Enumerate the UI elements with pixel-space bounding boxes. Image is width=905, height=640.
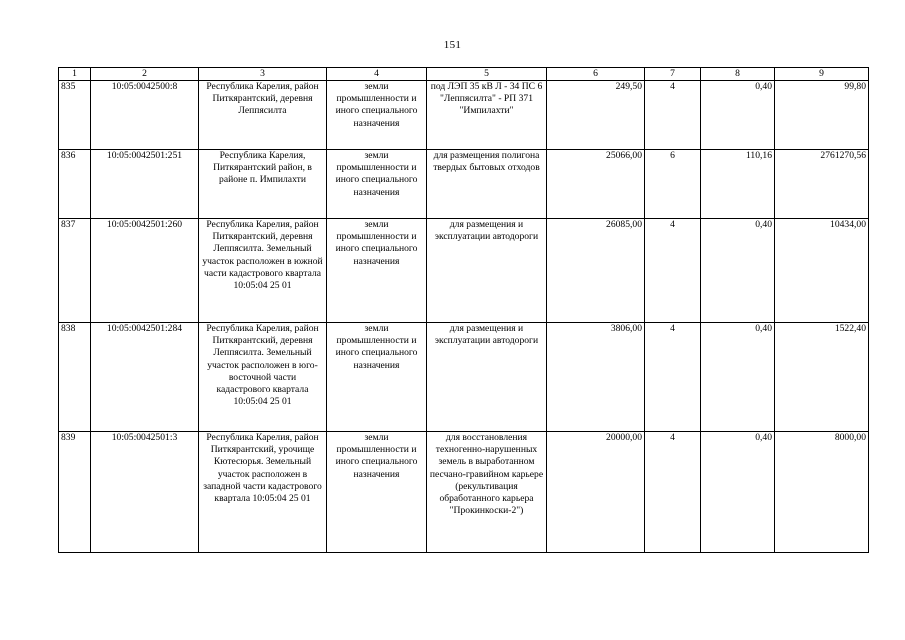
column-7-value: 4 bbox=[645, 432, 701, 553]
column-9-value: 99,80 bbox=[775, 81, 869, 150]
row-number: 838 bbox=[59, 323, 91, 432]
area: 3806,00 bbox=[547, 323, 645, 432]
column-header: 5 bbox=[427, 68, 547, 81]
column-7-value: 6 bbox=[645, 150, 701, 219]
cadastral-number: 10:05:0042501:251 bbox=[91, 150, 199, 219]
location: Республика Карелия, район Питкярантский, деревня Леппясилта bbox=[199, 81, 327, 150]
permitted-use: для восстановления техногенно-нарушенных земель в выработанном песчано-гравийном карьере (рекультивация обработанного карьера "Прокинкоски-2") bbox=[427, 432, 547, 553]
area: 25066,00 bbox=[547, 150, 645, 219]
cadastral-number: 10:05:0042501:3 bbox=[91, 432, 199, 553]
column-header: 6 bbox=[547, 68, 645, 81]
column-header: 4 bbox=[327, 68, 427, 81]
column-8-value: 0,40 bbox=[701, 219, 775, 323]
column-9-value: 8000,00 bbox=[775, 432, 869, 553]
column-9-value: 2761270,56 bbox=[775, 150, 869, 219]
permitted-use: для размещения и эксплуатации автодороги bbox=[427, 323, 547, 432]
row-number: 836 bbox=[59, 150, 91, 219]
cadastral-number: 10:05:0042500:8 bbox=[91, 81, 199, 150]
land-category: земли промышленности и иного специального назначения bbox=[327, 219, 427, 323]
column-header: 9 bbox=[775, 68, 869, 81]
table-row bbox=[59, 219, 869, 323]
land-category: земли промышленности и иного специального назначения bbox=[327, 323, 427, 432]
land-category: земли промышленности и иного специального назначения bbox=[327, 81, 427, 150]
area: 249,50 bbox=[547, 81, 645, 150]
table-header-row bbox=[59, 68, 869, 81]
column-7-value: 4 bbox=[645, 323, 701, 432]
row-number: 835 bbox=[59, 81, 91, 150]
column-8-value: 0,40 bbox=[701, 323, 775, 432]
permitted-use: для размещения и эксплуатации автодороги bbox=[427, 219, 547, 323]
column-header: 1 bbox=[59, 68, 91, 81]
column-9-value: 10434,00 bbox=[775, 219, 869, 323]
column-header: 7 bbox=[645, 68, 701, 81]
location: Республика Карелия, район Питкярантский, деревня Леппясилта. Земельный участок расположен в юго-восточной части кадастрового квартала 10:05:04 25 01 bbox=[199, 323, 327, 432]
cadastral-number: 10:05:0042501:260 bbox=[91, 219, 199, 323]
table-row bbox=[59, 150, 869, 219]
location: Республика Карелия, район Питкярантский, деревня Леппясилта. Земельный участок расположен в южной части кадастрового квартала 10:05:04 25 01 bbox=[199, 219, 327, 323]
area: 20000,00 bbox=[547, 432, 645, 553]
land-category: земли промышленности и иного специального назначения bbox=[327, 150, 427, 219]
land-plots-table bbox=[58, 67, 869, 553]
column-7-value: 4 bbox=[645, 219, 701, 323]
column-8-value: 110,16 bbox=[701, 150, 775, 219]
permitted-use: для размещения полигона твердых бытовых отходов bbox=[427, 150, 547, 219]
land-category: земли промышленности и иного специального назначения bbox=[327, 432, 427, 553]
row-number: 837 bbox=[59, 219, 91, 323]
column-header: 3 bbox=[199, 68, 327, 81]
location: Республика Карелия, район Питкярантский, урочище Кютесюрья. Земельный участок расположен в западной части кадастрового квартала 10:05:04 25 01 bbox=[199, 432, 327, 553]
location: Республика Карелия, Питкярантский район, в районе п. Импилахти bbox=[199, 150, 327, 219]
table-row bbox=[59, 81, 869, 150]
table-row bbox=[59, 432, 869, 553]
table-row bbox=[59, 323, 869, 432]
page-number: 151 bbox=[443, 39, 462, 51]
column-header: 2 bbox=[91, 68, 199, 81]
column-8-value: 0,40 bbox=[701, 81, 775, 150]
permitted-use: под ЛЭП 35 кВ Л - 34 ПС 6 "Леппясилта" - РП 371 "Импилахти" bbox=[427, 81, 547, 150]
cadastral-number: 10:05:0042501:284 bbox=[91, 323, 199, 432]
column-8-value: 0,40 bbox=[701, 432, 775, 553]
column-9-value: 1522,40 bbox=[775, 323, 869, 432]
area: 26085,00 bbox=[547, 219, 645, 323]
row-number: 839 bbox=[59, 432, 91, 553]
column-header: 8 bbox=[701, 68, 775, 81]
column-7-value: 4 bbox=[645, 81, 701, 150]
